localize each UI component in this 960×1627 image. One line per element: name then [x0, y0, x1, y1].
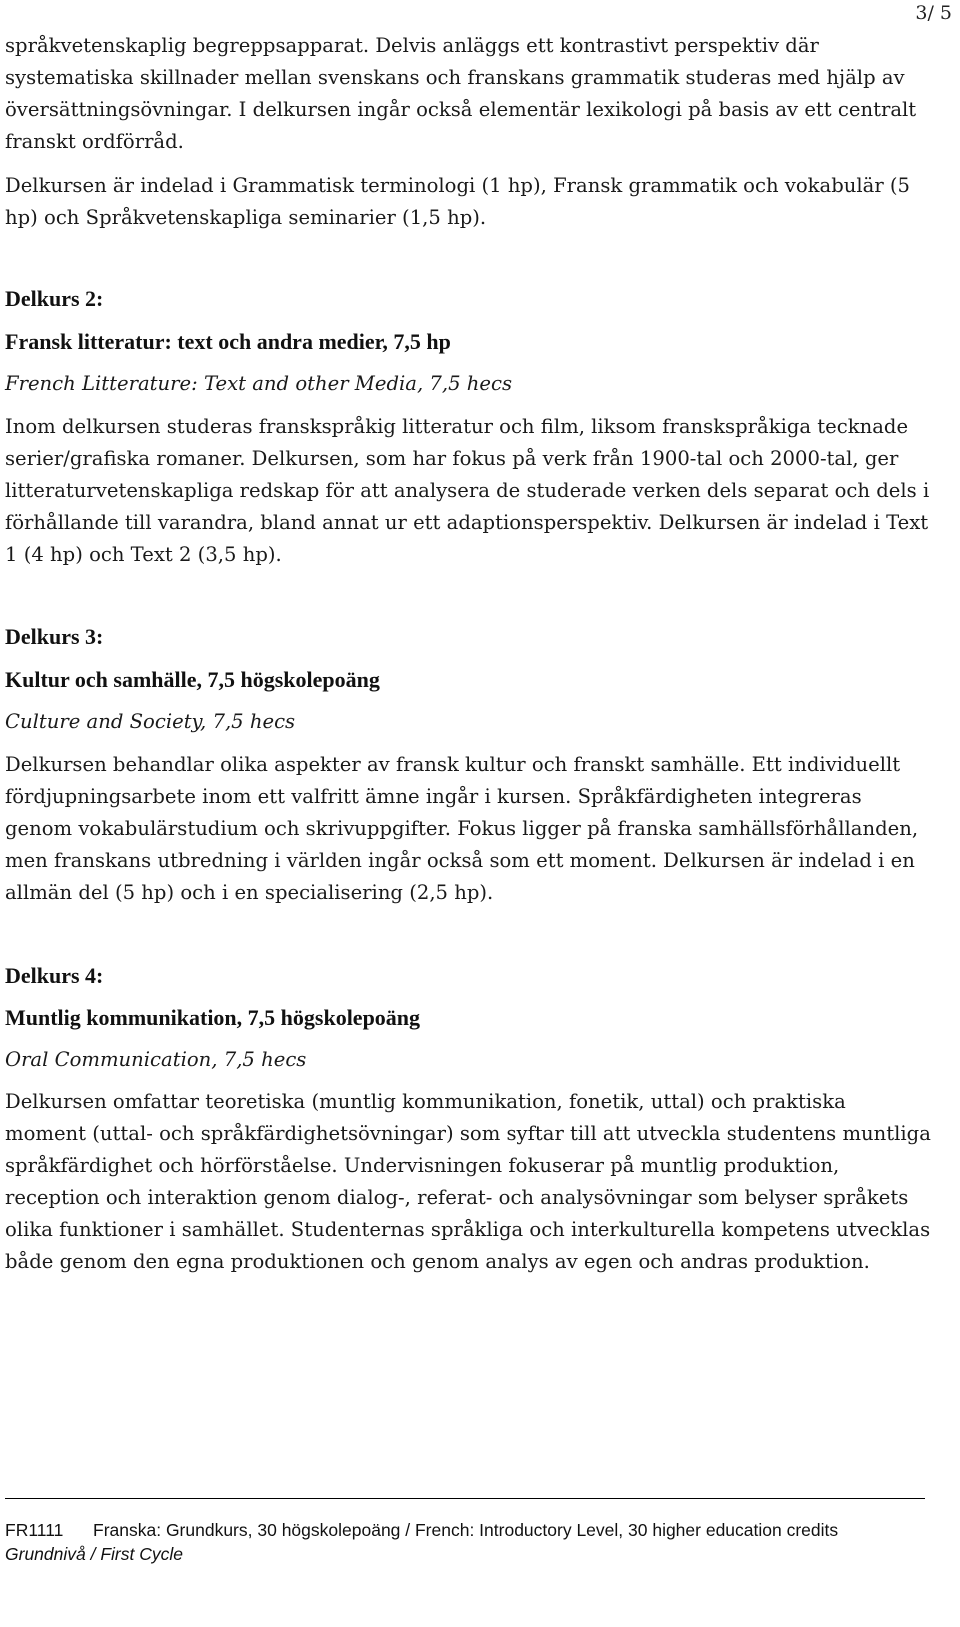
- section-delkurs-4: [5, 961, 933, 991]
- section-delkurs-3-title: [5, 665, 933, 695]
- intro-text-2: Delkursen är indelad i Grammatisk terminologi (1 hp), Fransk grammatik och vokabulär (5 hp) och Språkvetenskapliga seminarier (1,5 hp).: [5, 174, 911, 229]
- page-number: 3/ 5: [915, 2, 952, 24]
- section-title: Kultur och samhälle, 7,5 högskolepoäng: [5, 667, 380, 692]
- section-english-title: French Litterature: Text and other Media, 7,5 hecs: [5, 372, 513, 395]
- intro-paragraph-2: [5, 170, 933, 234]
- section-delkurs-4-title: [5, 1003, 933, 1033]
- footer-course-code: FR1111: [5, 1520, 64, 1540]
- footer-course-name: Franska: Grundkurs, 30 högskolepoäng / French: Introductory Level, 30 higher education credits: [93, 1520, 839, 1540]
- section-description: Delkursen behandlar olika aspekter av fransk kultur och franskt samhälle. Ett individuellt fördjupningsarbete inom ett valfritt ämne ingår i kursen. Språkfärdigheten integreras genom vokabulärstudium och skrivuppgifter. Fokus ligger på franska samhällsförhållanden, men franskans utbredning i världen ingår också som ett moment. Delkursen är indelad i en allmän del (5 hp) och i en specialisering (2,5 hp).: [5, 753, 919, 904]
- section-delkurs-2-english: [5, 369, 933, 399]
- section-delkurs-4-body: [5, 1086, 933, 1278]
- section-delkurs-3: [5, 622, 933, 652]
- section-label: Delkurs 3:: [5, 624, 104, 649]
- section-title: Muntlig kommunikation, 7,5 högskolepoäng: [5, 1005, 421, 1030]
- intro-text-1: språkvetenskaplig begreppsapparat. Delvis anläggs ett kontrastivt perspektiv där systematiska skillnader mellan svenskans och franskans grammatik studeras med hjälp av översättningsövningar. I delkursen ingår också elementär lexikologi på basis av ett centralt franskt ordförråd.: [5, 34, 917, 153]
- section-english-title: Culture and Society, 7,5 hecs: [5, 710, 296, 733]
- section-delkurs-4-english: [5, 1045, 933, 1075]
- section-description: Inom delkursen studeras franskspråkig litteratur och film, liksom franskspråkiga tecknade serier/grafiska romaner. Delkursen, som har fokus på verk från 1900-tal och 2000-tal, ger litteraturvetenskapliga redskap för att analysera de studerade verken dels separat och dels i förhållande till varandra, bland annat ur ett adaptionsperspektiv. Delkursen är indelad i Text 1 (4 hp) och Text 2 (3,5 hp).: [5, 415, 930, 566]
- section-delkurs-2-body: [5, 411, 933, 571]
- section-title: Fransk litteratur: text och andra medier, 7,5 hp: [5, 329, 451, 354]
- footer-divider: [5, 1498, 925, 1499]
- section-delkurs-3-body: [5, 749, 933, 909]
- footer-course-line: [5, 1518, 838, 1542]
- section-description: Delkursen omfattar teoretiska (muntlig kommunikation, fonetik, uttal) och praktiska moment (uttal- och språkfärdighetsövningar) som syftar till att utveckla studentens muntliga språkfärdighet och hörförståelse. Undervisningen fokuserar på muntlig produktion, reception och interaktion genom dialog-, referat- och analysövningar som belyser språkets olika funktioner i samhället. Studenternas språkliga och interkulturella kompetens utvecklas både genom den egna produktionen och genom analys av egen och andras produktion.: [5, 1090, 931, 1273]
- section-delkurs-3-english: [5, 707, 933, 737]
- section-label: Delkurs 4:: [5, 963, 104, 988]
- section-delkurs-2: [5, 284, 933, 314]
- footer-level: Grundnivå / First Cycle: [5, 1544, 183, 1564]
- section-label: Delkurs 2:: [5, 286, 104, 311]
- intro-paragraph-1: [5, 30, 933, 158]
- section-english-title: Oral Communication, 7,5 hecs: [5, 1048, 307, 1071]
- section-delkurs-2-title: [5, 327, 933, 357]
